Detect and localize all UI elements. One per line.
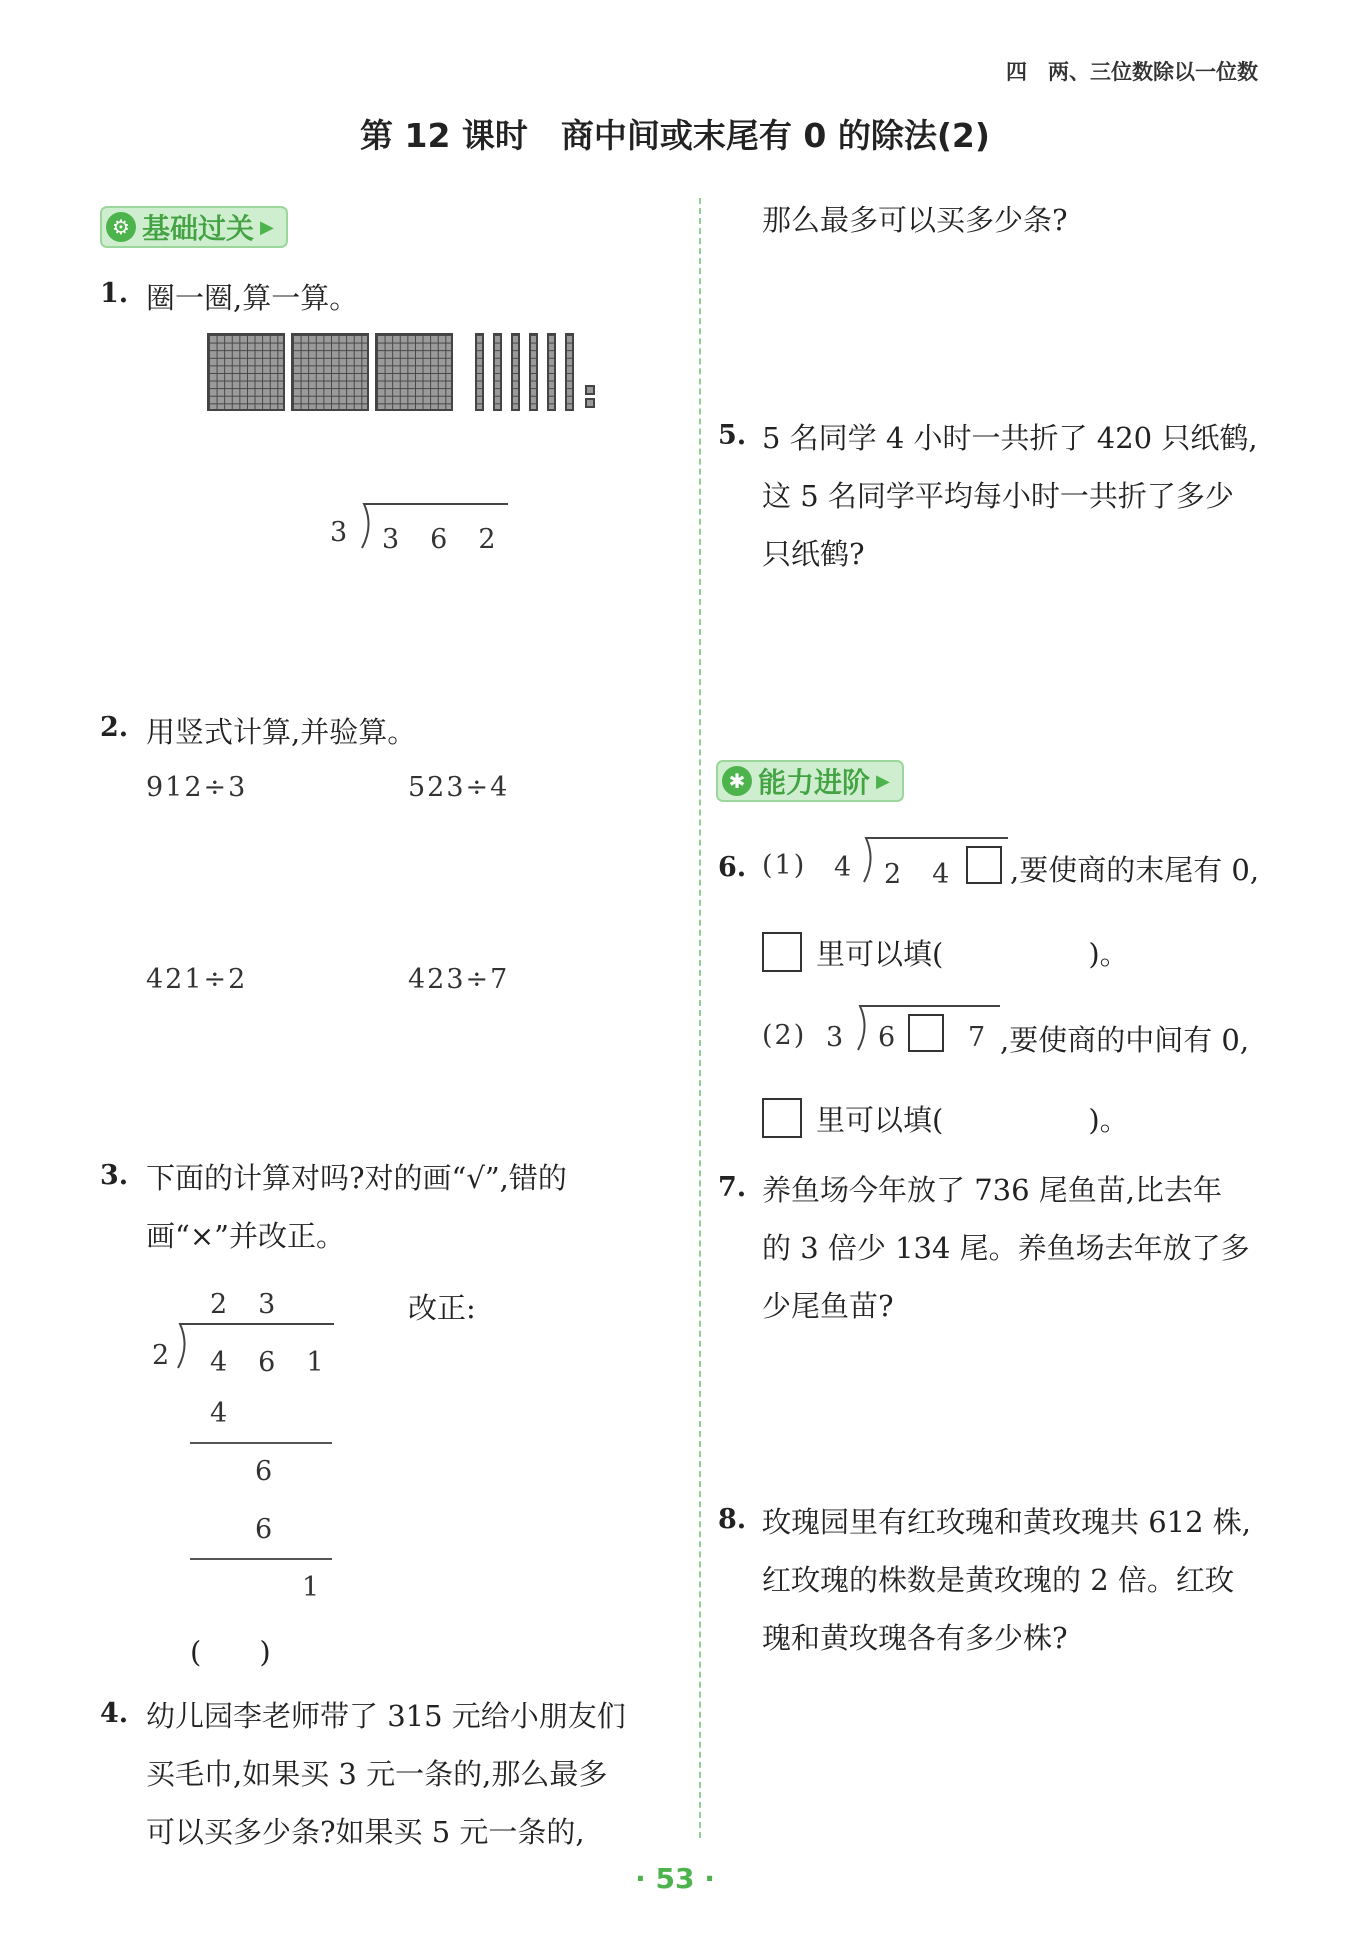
question-number-2: 2. — [100, 712, 129, 743]
unit-cube — [585, 398, 595, 408]
question-5-line-2: 这 5 名同学平均每小时一共折了多少 — [762, 479, 1234, 513]
q3-dividend: 4 6 1 — [210, 1347, 326, 1378]
q6-part-2-suffix: ,要使商的中间有 0, — [1000, 1023, 1250, 1057]
chapter-header: 四 两、三位数除以一位数 — [1006, 60, 1258, 84]
ten-rod — [475, 333, 484, 411]
question-number-8: 8. — [718, 1504, 747, 1535]
q6-part-1-fill: 里可以填( )。 — [816, 937, 1129, 971]
ten-rod — [493, 333, 502, 411]
q6-part-1-label: (1) — [762, 850, 807, 881]
question-number-3: 3. — [100, 1160, 129, 1191]
q2-expression-2: 523÷4 — [408, 772, 510, 803]
section-badge-basic — [100, 206, 288, 248]
section-label-basic: 基础过关 — [142, 212, 255, 245]
base-ten-model — [207, 333, 595, 411]
arrow-right-icon: ▶ — [876, 770, 890, 792]
question-8-line-2: 红玫瑰的株数是黄玫瑰的 2 倍。红玫 — [762, 1563, 1234, 1597]
question-8-line-1: 玫瑰园里有红玫瑰和黄玫瑰共 612 株, — [762, 1505, 1252, 1539]
q3-answer-paren: ( ) — [190, 1635, 271, 1669]
question-1-text: 圈一圈,算一算。 — [146, 281, 359, 315]
q3-rule-1 — [190, 1442, 332, 1444]
page-number: · 53 · — [635, 1862, 715, 1895]
question-number-7: 7. — [718, 1172, 747, 1203]
q6-part-2-digit-1: 6 — [878, 1022, 898, 1053]
q6-part-2-digit-3: 7 — [968, 1022, 988, 1053]
ten-rod — [565, 333, 574, 411]
q3-quotient: 2 3 — [210, 1289, 278, 1320]
section-badge-advanced — [716, 760, 904, 802]
question-3-line-1: 下面的计算对吗?对的画“√”,错的 — [146, 1161, 567, 1195]
q1-divisor: 3 — [330, 517, 350, 548]
q3-step-3: 6 — [255, 1514, 275, 1545]
question-7-line-1: 养鱼场今年放了 736 尾鱼苗,比去年 — [762, 1173, 1223, 1207]
gear-icon: ⚙ — [106, 212, 136, 242]
hundred-block — [291, 333, 369, 411]
question-number-6: 6. — [718, 852, 747, 883]
q3-remainder: 1 — [302, 1572, 322, 1603]
q6-part-2-fill: 里可以填( )。 — [816, 1103, 1129, 1137]
q6-part-2-divisor: 3 — [826, 1022, 846, 1053]
q3-divisor: 2 — [152, 1340, 172, 1371]
question-5-line-3: 只纸鹤? — [762, 537, 865, 571]
question-2-text: 用竖式计算,并验算。 — [146, 715, 417, 749]
q2-expression-1: 912÷3 — [146, 772, 248, 803]
question-4-line-2: 买毛巾,如果买 3 元一条的,那么最多 — [146, 1757, 608, 1791]
ten-rod — [529, 333, 538, 411]
q3-step-2: 6 — [255, 1456, 275, 1487]
q6-part-2-label: (2) — [762, 1020, 807, 1051]
q6-part-2-answer-box[interactable] — [762, 1098, 802, 1138]
q1-dividend: 3 6 2 — [382, 524, 498, 555]
q3-correction-label: 改正: — [408, 1291, 476, 1325]
question-number-4: 4. — [100, 1698, 129, 1729]
question-7-line-3: 少尾鱼苗? — [762, 1289, 894, 1323]
unit-cube — [585, 385, 595, 395]
arrow-right-icon: ▶ — [260, 216, 274, 238]
column-divider — [699, 198, 701, 1838]
section-label-advanced: 能力进阶 — [758, 766, 871, 799]
q6-part-2-blank-box[interactable] — [908, 1014, 944, 1052]
question-3-line-2: 画“×”并改正。 — [146, 1219, 345, 1253]
q6-part-1-dividend: 2 4 — [884, 859, 952, 890]
ten-rod — [547, 333, 556, 411]
question-4-line-1: 幼儿园李老师带了 315 元给小朋友们 — [146, 1699, 626, 1733]
page-title: 第 12 课时 商中间或末尾有 0 的除法(2) — [360, 116, 990, 155]
q2-expression-4: 423÷7 — [408, 964, 510, 995]
runner-icon: ✱ — [722, 766, 752, 796]
ten-rod — [511, 333, 520, 411]
q2-expression-3: 421÷2 — [146, 964, 248, 995]
q3-rule-2 — [190, 1558, 332, 1560]
q6-part-1-answer-box[interactable] — [762, 932, 802, 972]
question-4-line-3: 可以买多少条?如果买 5 元一条的, — [146, 1815, 585, 1849]
question-number-5: 5. — [718, 420, 747, 451]
unit-cubes — [585, 385, 595, 411]
hundred-block — [207, 333, 285, 411]
q6-part-1-blank-box[interactable] — [966, 846, 1002, 884]
question-8-line-3: 瑰和黄玫瑰各有多少株? — [762, 1621, 1068, 1655]
question-4-line-4: 那么最多可以买多少条? — [762, 203, 1068, 237]
q6-part-1-suffix: ,要使商的末尾有 0, — [1010, 853, 1260, 887]
question-number-1: 1. — [100, 278, 129, 309]
question-7-line-2: 的 3 倍少 134 尾。养鱼场去年放了多 — [762, 1231, 1250, 1265]
q3-step-1: 4 — [210, 1398, 230, 1429]
q6-part-1-divisor: 4 — [834, 852, 854, 883]
question-5-line-1: 5 名同学 4 小时一共折了 420 只纸鹤, — [762, 421, 1258, 455]
hundred-block — [375, 333, 453, 411]
